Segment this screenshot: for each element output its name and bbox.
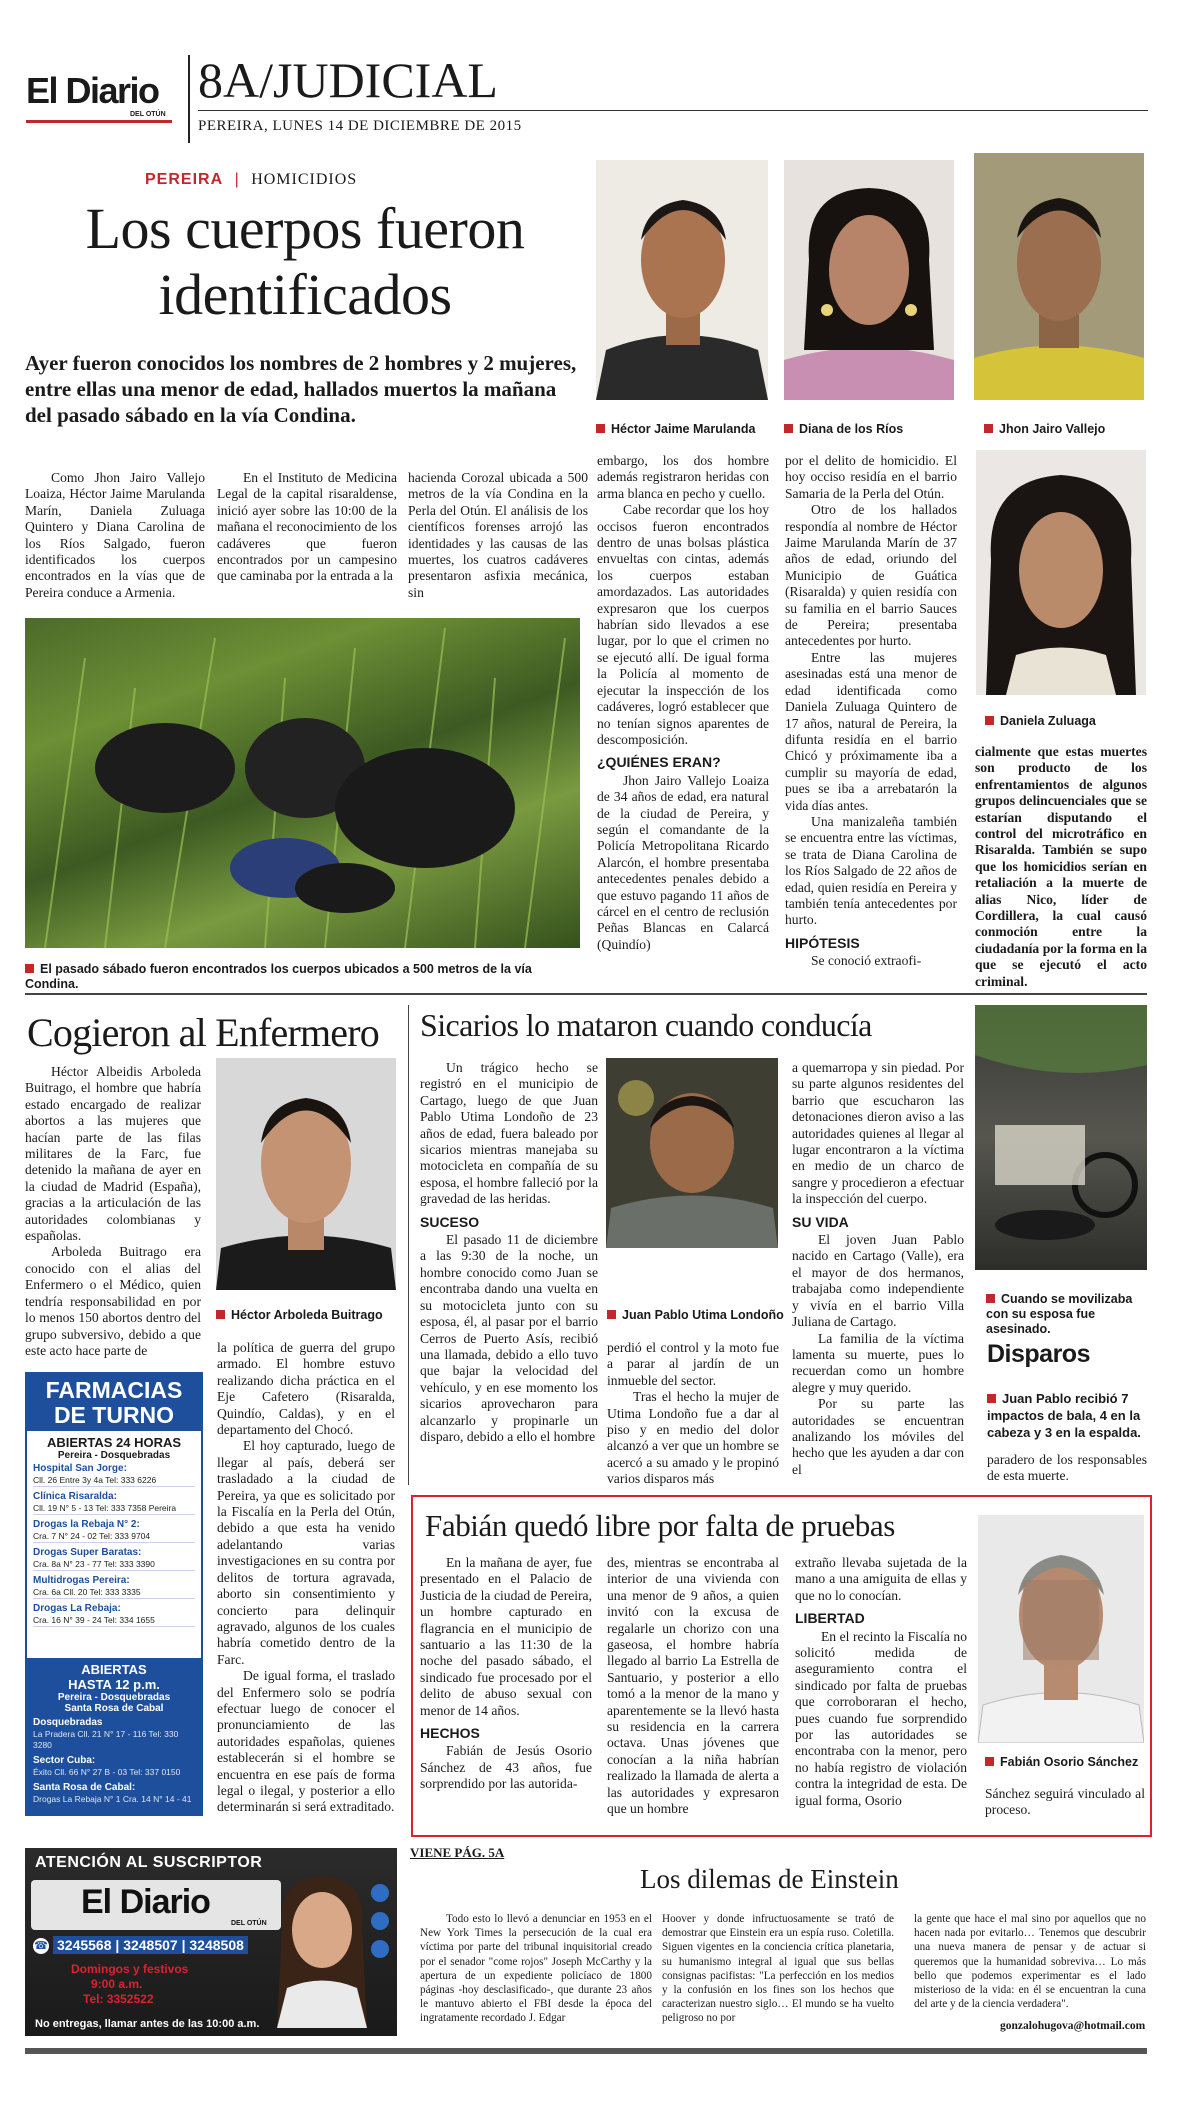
section-title: 8A/JUDICIAL [198,52,498,108]
vertical-divider [408,1005,409,1485]
ad-hours-2: 9:00 a.m. [91,1977,143,1991]
pharmacy-entry [33,1782,195,1805]
subhead-suceso: SUCESO [420,1213,480,1230]
ad-hours-3: Tel: 3352522 [83,1992,154,2006]
pharmacy-area-3: Santa Rosa de Cabal [64,1703,164,1714]
enfermero-p2: Arboleda Buitrago era conocido con el alias del Enfermero o el Médico, quien tendría responsabilidad en por lo menos 150 abortos dentro del grupo subversivo, debido a que este acto hace parte de [25,1244,201,1358]
main-col-4-p2: Cabe recordar que los hoy occisos fueron encontrados dentro de unas bolsas plástica envueltas con cintas, además los cuerpos estaban amordazados. Las autoridades expresaron que los cuerpos habrían sido llevados a ese lugar, por lo que el crimen no se ejecutó allí. De igual forma la Policía al momento de ejecutar la inspección de los cadáveres, logró establecer que no tenían signos aparentes de descomposición. [597,502,769,747]
sicarios-c2-p1: perdió el control y la moto fue a parar al jardín de un inmueble del sector. [607,1340,779,1388]
enfermero-col-2 [217,1340,395,1816]
viene-pag: VIENE PÁG. 5A [410,1845,505,1860]
pharmacy-open-12-a: ABIERTAS [81,1662,147,1677]
einstein-c3-text: la gente que hace el mal sino por aquellos que no hacen nada por evitarlo… Tenemos que descubrir una nueva manera de pensar y de actuar si queremos que la humanidad sobreviva… Lo más bello que podemos experimentar es el lado misterioso de la vida: en él se encuentran la cuna del arte y de la ciencia verdadera". [914,1913,1146,2011]
caption-marker [596,424,605,433]
caption-marker [985,716,994,725]
bottom-rule [25,2048,1147,2054]
ad-footer: No entregas, llamar antes de las 10:00 a.m. [35,2018,260,2030]
pharmacy-box [25,1372,203,1816]
fabian-c3-p2: En el recinto la Fiscalía no solicitó medida de aseguramiento contra el sindicado por falta de pruebas que corroboraran el hecho, pues cuando fue sorprendido por las autoridades se encontraba con la menor, pero no había registro de violación contra la integridad de esta. De igual forma, Osorio [795,1628,967,1808]
photo-jhon-vallejo [974,153,1144,400]
photo-juan-pablo [606,1058,778,1248]
pharmacy-entry [33,1519,195,1543]
main-col-3 [408,470,588,601]
pharmacy-entry-info: Cra. 6a Cll. 20 Tel: 333 3335 [33,1587,141,1597]
main-col-6 [975,744,1147,990]
ad-phones: 3245568 | 3248507 | 3248508 [53,1936,248,1954]
crime-scene-photo [25,618,580,948]
caption-juan-pablo-text: Juan Pablo Utima Londoño [622,1308,784,1322]
crime-photo-caption-text: El pasado sábado fueron encontrados los cuerpos ubicados a 500 metros de la vía Condina. [25,962,532,991]
fabian-col-3 [795,1555,967,1809]
caption-daniela [985,714,1096,729]
caption-jhon-text: Jhon Jairo Vallejo [999,422,1106,436]
crime-photo-caption [25,962,585,992]
crime-scene-svg [25,618,580,948]
main-col-5-p4: Una manizaleña también se encuentra entre las víctimas, se trata de Diana Carolina de los Ríos Salgado de 22 años de edad, quien residía en Pereira y también tenía antecedentes por hurto. [785,813,957,928]
caption-marker [984,424,993,433]
portrait-jhon-svg [974,153,1144,400]
caption-marker [25,964,34,973]
main-col-1 [25,470,205,601]
caption-diana [784,422,903,437]
pharmacy-entry-name: Sector Cuba: [33,1755,96,1766]
sicarios-c3-p1: a quemarropa y sin piedad. Por su parte algunos residentes del barrio que escucharon las detonaciones dieron aviso a las autoridades quienes al llegar al lugar encontraron a la víctima en medio de un charco de sangre y procedieron a efectuar la inspección del cuerpo. [792,1060,964,1207]
caption-juan-pablo [607,1308,784,1323]
pharmacy-entry [33,1547,195,1571]
caption-marker [987,1394,996,1403]
pharmacy-night-block [27,1658,201,1814]
disparos-text [987,1390,1145,1441]
einstein-col-1 [420,1912,652,2026]
enfermero-p4: El hoy capturado, luego de llegar al país, deberá ser trasladado a la ciudad de Pereira, ya que es solicitado por la Fiscalía en la Perla del Otún, debido a que esta ha venido adelantando varias investigaciones en su contra por delitos de tortura agravada, aborto sin consentimiento y concierto para delinquir agravado, algunos de los cuales habría cometido dentro de la Farc. [217,1438,395,1667]
kicker-divider: | [234,171,240,188]
disparos-title: Disparos [987,1340,1090,1368]
subhead-su-vida: SU VIDA [792,1213,849,1230]
pharmacy-title-1: FARMACIAS [45,1377,183,1403]
pharmacy-list-2 [33,1717,195,1805]
fabian-c3-p1: extraño llevaba sujetada de la mano a una amiguita de ellas y que no lo conocían. [795,1555,967,1603]
ad-logo-box [31,1880,281,1930]
main-col-2 [217,470,397,585]
pharmacy-entry-name: Drogas Super Baratas: [33,1547,142,1558]
pharmacy-entry-info: Cll. 26 Entre 3y 4a Tel: 333 6226 [33,1475,157,1485]
fabian-c1-p1: En la mañana de ayer, fue presentado en el Palacio de Justicia de la ciudad de Pereira, un hombre capturado en flagrancia en el municipio de santuario a las 11:30 de la noche del pasado sábado, el sindicado fue procesado por el delito de abuso sexual con menor de 14 años. [420,1555,592,1718]
portrait-arboleda-svg [216,1058,396,1290]
main-col-5-p5: Se conoció extraofi- [811,953,922,969]
pharmacy-entry-name: Hospital San Jorge: [33,1463,127,1474]
pharmacy-entry [33,1491,195,1515]
logo-underline [26,120,172,123]
caption-arboleda [216,1308,383,1323]
pharmacy-entry-name: Drogas La Rebaja: [33,1603,121,1614]
fabian-c4-text: Sánchez seguirá vinculado al proceso. [985,1786,1145,1818]
einstein-c2-text: Hoover y donde infructuosamente se trató de demostrar que Einstein era un espía ruso. Coletilla. Siguen vigentes en la conciencia crítica planetaria, su humanismo integral al igual que sus bellas consignas pacifistas: "La perfección en los medios y la confusión en los fines son los hechos que caracterizan nuestro siglo… El mundo se ha vuelto peligroso no por [662,1913,894,2025]
disparos-tail-text: paradero de los responsables de esta muerte. [987,1452,1147,1484]
newspaper-logo [26,72,159,110]
subhead-libertad: LIBERTAD [795,1610,865,1627]
disparos-text-content: Juan Pablo recibió 7 impactos de bala, 4 en la cabeza y 3 en la espalda. [987,1391,1141,1440]
subhead-hechos: HECHOS [420,1725,480,1742]
main-headline: Los cuerpos fueron identificados [85,196,525,327]
einstein-c1-text: Todo esto lo llevó a denunciar en 1953 en el New York Times la persecución de la cual era víctima por parte del tribunal inquisitorial creado por el senador "come rojos" Joseph McCarthy y la apertura de un expediente policíaco de 1800 páginas -hoy desclasificado-, que durante 23 años le mantuvo abierto el FBI desde la época del ingratamente recordado J. Edgar [420,1913,652,2025]
caption-fabian [985,1755,1138,1770]
caption-marker [985,1757,994,1766]
masthead [0,0,1186,140]
sicarios-headline: Sicarios lo mataron cuando conducía [420,1007,872,1043]
pharmacy-entry-name: Dosquebradas [33,1717,103,1728]
enfermero-p3: la política de guerra del grupo armado. El hombre estuvo realizando dicha práctica en el Eje Cafetero (Risaralda, Quindío, Caldas), y en el departamento del Chocó. [217,1340,395,1438]
pharmacy-open-12-b: HASTA 12 p.m. [68,1677,160,1692]
fabian-c2-p1: des, mientras se encontraba al interior de una vivienda con una menor de 9 años, a quien invitó con la excusa de regalarle un chorizo con una gaseosa, el hombre habría llegado al barrio La Estrella de Santuario, y posterior a ello tomó a la menor de la mano y aparentemente se la llevó hasta su residencia en la carrera octava. Unas jóvenes que conocían a la niña habrían realizado la llamada de alerta a las autoridades y expresaron que un hombre [607,1555,779,1817]
fabian-headline: Fabián quedó libre por falta de pruebas [425,1508,895,1543]
sicarios-col-1 [420,1060,598,1445]
enfermero-col-1 [25,1064,201,1359]
einstein-headline: Los dilemas de Einstein [640,1864,899,1894]
enfermero-p1: Héctor Albeidis Arboleda Buitrago, el hombre que habría estado encargado de realizar abortos a las mujeres que hacían parte de las filas militares de la Farc, fue detenido la mañana de ayer en la ciudad de Madrid (España), gracias a la articulación de las autoridades colombianas y españolas. [25,1064,201,1244]
caption-hector-text: Héctor Jaime Marulanda [611,422,756,436]
ad-icon-3 [371,1940,389,1958]
ad-header: ATENCIÓN AL SUSCRIPTOR [35,1854,263,1871]
sicarios-col-2 [607,1340,779,1488]
portrait-juanpablo-svg [606,1058,778,1248]
photo-diana-rios [784,160,954,400]
pharmacy-entry-info: Cll. 19 N° 5 - 13 Tel: 333 7358 Pereira [33,1503,177,1513]
pharmacy-header [27,1374,201,1431]
pharmacy-entry-info: Cra. 8a N° 23 - 77 Tel: 333 3390 [33,1559,155,1569]
main-col-5-p2: Otro de los hallados respondía al nombre de Héctor Jaime Marulanda Marín de 37 años de edad, oriundo del Municipio de Guática (Risaralda) y quien residía con su familia en el barrio Sauces de Pereira; presentaba antecedentes por hurto. [785,502,957,649]
kicker [145,171,357,189]
enfermero-headline: Cogieron al Enfermero [27,1010,379,1055]
sicarios-c3-p3: La familia de la víctima lamenta su muerte, pues lo recuerdan como un hombre alegre y muy querido. [792,1330,964,1395]
pharmacy-entry-name: Santa Rosa de Cabal: [33,1782,136,1793]
ad-phone-icon: ☎ [34,1940,48,1952]
main-col-5-p3: Entre las mujeres asesinadas está una menor de edad identificada como Daniela Zuluaga Quintero de 17 años, natural de Pereira, la difunta residía en el barrio Chicó y próximamente iba a cumplir su mayoría de edad, pues se iba a arrebatarón la vida días antes. [785,649,957,813]
sicarios-col-3 [792,1060,964,1478]
ad-logo: El Diario [81,1883,210,1921]
logo-text: El Diario [26,70,159,111]
motorcycle-scene-svg [975,1005,1147,1270]
fabian-col-1 [420,1555,592,1793]
main-col-4-p3: Jhon Jairo Vallejo Loaiza de 34 años de edad, era natural de la ciudad de Pereira, y según el comandante de la Policía Metropolitana Ricardo Alarcón, el hombre presentaba antecedentes penales debido a que estuvo pagando 11 años de cárcel en el centro de reclusión Peñas Blancas en Calarcá (Quindío) [597,772,769,952]
pharmacy-entry [33,1575,195,1599]
main-col-5 [785,453,957,970]
pharmacy-entry-info: La Pradera Cll. 21 N° 17 - 116 Tel: 330 3280 [33,1729,179,1750]
caption-hector [596,422,756,437]
sicarios-c3-p4: Por su parte las autoridades se encuentran analizando los móviles del hecho que les ayuden a dar con el [792,1396,964,1477]
sicarios-c1-p2: El pasado 11 de diciembre a las 9:30 de la noche, un hombre conocido como Juan se encontraba dando una vuelta en su motocicleta junto con su esposa, él, al pasar por el barrio Cerros de Puerto Asís, recibió una llamada, debido a ello tuvo que bajar la velocidad del vehículo, y en ese momento los sicarios aprovecharon para alcanzarlo y propinarle un disparo, debido a ello el hombre [420,1232,598,1444]
einstein-col-3 [914,1912,1146,2011]
pharmacy-open-24: ABIERTAS 24 HORAS [46,1435,182,1450]
portrait-diana-svg [784,160,954,400]
portrait-daniela-svg [976,450,1146,695]
ad-icon-2 [371,1912,389,1930]
disparos-tail [987,1452,1147,1485]
portrait-fabian-svg [978,1515,1144,1743]
photo-motorcycle-scene [975,1005,1147,1270]
portrait-hector-svg [596,160,768,400]
pharmacy-entry-info: Drogas La Rebaja N° 1 Cra. 14 N° 14 - 41 [33,1794,192,1804]
ad-logo-sub: DEL OTÚN [231,1920,267,1927]
logo-sub: DEL OTÚN [130,111,166,118]
pharmacy-area-2: Pereira - Dosquebradas [57,1692,171,1703]
caption-fabian-text: Fabián Osorio Sánchez [1000,1755,1139,1769]
caption-marker [216,1310,225,1319]
caption-motorcycle-text: Cuando se movilizaba con su esposa fue asesinado. [986,1292,1133,1336]
subhead-quienes: ¿QUIÉNES ERAN? [597,754,721,771]
section-separator [25,993,1147,995]
pharmacy-title-2: DE TURNO [53,1402,175,1428]
ad-woman-svg [267,1868,377,2028]
sicarios-c1-p1: Un trágico hecho se registró en el municipio de Cartago, luego de que Juan Pablo Utima Londoño de 23 años de edad, fuera baleado por sicarios mientras manejaba su motocicleta en compañía de su esposa, el hombre falleció por la gravedad de las heridas. [420,1060,598,1207]
sicarios-c3-p2: El joven Juan Pablo nacido en Cartago (Valle), era el mayor de dos hermanos, trabajaba como independiente y vivía en el barrio Villa Juliana de Cartago. [792,1232,964,1330]
photo-hector-marulanda [596,160,768,400]
main-col-6-text: cialmente que estas muertes son producto de los enfrentamientos de algunos grupos delincuenciales que se estarían disputando el control del microtráfico en Risaralda. También se supo que los homicidios serían en retaliación a la muerte de alias Nico, líder de Cordillera, la cual causó conmoción entre la ciudadanía por la forma en la que se ejecutó el acto criminal. [975,744,1147,989]
kicker-topic: HOMICIDIOS [251,171,358,188]
main-col-4 [597,453,769,953]
pharmacy-entry-info: Cra. 7 N° 24 - 02 Tel: 333 9704 [33,1531,151,1541]
pharmacy-entry-name: Multidrogas Pereira: [33,1575,130,1586]
pharmacy-entry [33,1717,195,1751]
main-col-1-text: Como Jhon Jairo Vallejo Loaiza, Héctor Jaime Marulanda Marín, Daniela Zuluaga Quintero y Diana Carolina de los Ríos Salgado, fueron identificados los cuerpos encontrados en la vías que de Pereira conduce a Armenia. [25,470,205,600]
ad-woman-figure [267,1868,377,2028]
dateline: PEREIRA, LUNES 14 DE DICIEMBRE DE 2015 [198,118,522,134]
caption-daniela-text: Daniela Zuluaga [1000,714,1096,728]
main-col-3-text: hacienda Corozal ubicada a 500 metros de la vía Condina en la Perla del Otún. El análisis de los científicos forenses arrojó las identidades y las causas de las muertes, los cuatros cadáveres presentaron asfixia mecánica, sin [408,470,588,600]
caption-marker [784,424,793,433]
section-rule [198,110,1148,111]
caption-arboleda-text: Héctor Arboleda Buitrago [231,1308,383,1322]
subhead-hipotesis: HIPÓTESIS [785,934,860,951]
photo-daniela-zuluaga [976,450,1146,695]
einstein-author: gonzalohugova@hotmail.com [1000,2020,1146,2032]
pharmacy-entry-info: Cra. 16 N° 39 - 24 Tel: 334 1655 [33,1615,155,1625]
fabian-col-4 [985,1786,1145,1819]
masthead-divider [188,55,190,143]
caption-marker [607,1310,616,1319]
ad-hours-1: Domingos y festivos [71,1962,189,1976]
main-col-5-p1: por el delito de homicidio. El hoy occiso residía en el barrio Samaria de la Perla del Otún. [785,453,957,501]
sicarios-c2-p2: Tras el hecho la mujer de Utima Londoño fue a dar al piso y en medio del dolor alcanzó a ver que un hombre se acercó a su amado y le propinó varios disparos más [607,1389,779,1487]
main-col-4-p1: embargo, los dos hombre además registraron heridas con arma blanca en pecho y cuello. [597,453,769,501]
pharmacy-entry [33,1463,195,1487]
caption-jhon [984,422,1105,437]
pharmacy-area-1: Pereira - Dosquebradas [57,1450,171,1461]
main-col-2-text: En el Instituto de Medicina Legal de la capital risaraldense, inició ayer sobre las 10:00 de la mañana el reconocimiento de los cadáveres que fueron encontrados por un campesino que caminaba por la entrada a la [217,470,397,584]
fabian-col-2 [607,1555,779,1818]
pharmacy-entry [33,1755,195,1778]
pharmacy-list [27,1461,201,1633]
caption-motorcycle [986,1292,1146,1337]
pharmacy-entry-name: Clínica Risaralda: [33,1491,117,1502]
enfermero-p5: De igual forma, el traslado del Enfermero solo se podría efectuar luego de conocer el pronunciamiento de las autoridades españolas, quienes establecerán si el hombre se encuentra en ese país de forma legal o ilegal, y posterior a ello determinarán si será extraditado. [217,1668,395,1815]
fabian-c1-p2: Fabián de Jesús Osorio Sánchez de 43 años, fue sorprendido por las autorida- [420,1743,592,1792]
photo-fabian-osorio [978,1515,1144,1743]
pharmacy-entry-name: Drogas la Rebaja N° 2: [33,1519,140,1530]
photo-hector-arboleda [216,1058,396,1290]
ad-icon-1 [371,1884,389,1902]
pharmacy-entry [33,1603,195,1627]
kicker-city: PEREIRA [145,171,224,188]
caption-marker [986,1294,995,1303]
caption-diana-text: Diana de los Ríos [799,422,904,436]
pharmacy-entry-info: Éxito Cll. 66 N° 27 B - 03 Tel: 337 0150 [33,1767,181,1777]
main-lead: Ayer fueron conocidos los nombres de 2 hombres y 2 mujeres, entre ellas una menor de edad, hallados muertos la mañana del pasado sábado en la vía Condina. [25,351,577,427]
einstein-col-2 [662,1912,894,2026]
subscriber-ad [25,1848,397,2036]
